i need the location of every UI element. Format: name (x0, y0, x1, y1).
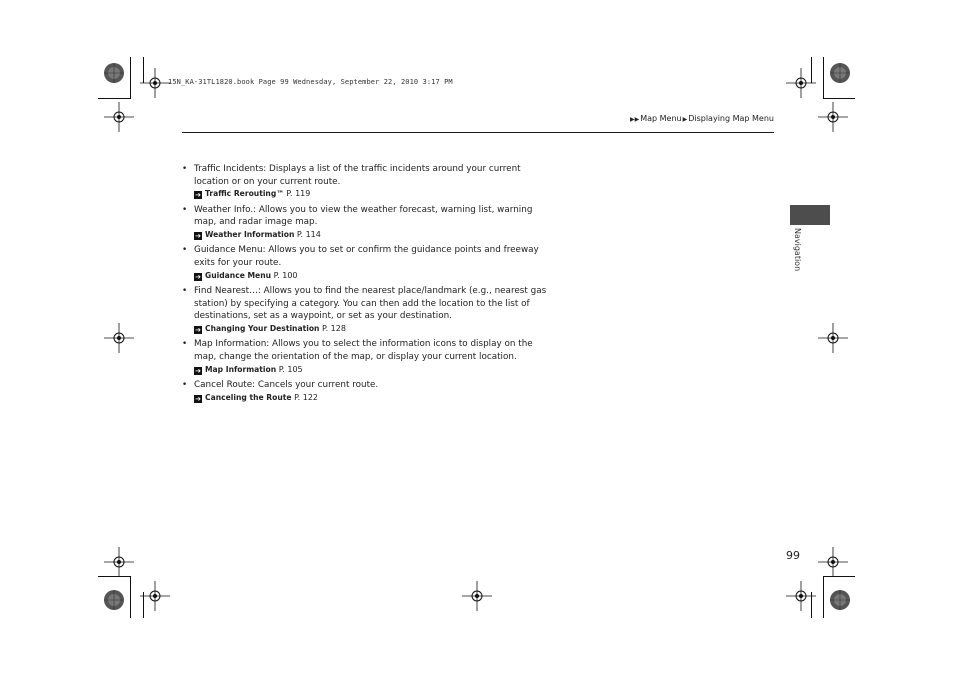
cross-reference[interactable] (194, 229, 554, 241)
registration-mark-icon (818, 547, 848, 577)
xref-page: P. 119 (283, 189, 311, 199)
xref-title[interactable]: Changing Your Destination (205, 323, 320, 333)
registration-mark-icon (786, 68, 816, 98)
xref-title[interactable]: Traffic Rerouting™ (205, 189, 284, 199)
item-term: Cancel Route: (194, 380, 256, 391)
item-description: Allows you to find the nearest place/landmark (e.g., nearest gas station) by specifying a category. You can then add the location to the list of destinations, set as a waypoint, or set as your destination. (194, 286, 547, 322)
list-item (182, 379, 554, 404)
registration-mark-icon (140, 68, 170, 98)
item-description: Cancels your current route. (255, 380, 379, 391)
arrow-ref-icon: ➔ (195, 231, 201, 240)
xref-title[interactable]: Map Information (205, 364, 277, 374)
list-item (182, 244, 554, 281)
star-target-icon (829, 589, 851, 611)
xref-title[interactable]: Canceling the Route (205, 392, 292, 402)
cross-reference[interactable] (194, 392, 554, 404)
breadcrumb-arrows-icon: ▶▶ (629, 116, 640, 123)
breadcrumb-separator-icon: ▶ (682, 116, 688, 123)
breadcrumb-section: Map Menu (640, 114, 682, 123)
item-description: Allows you to select the information icons to display on the map, change the orientation of the map, or display your current location. (194, 339, 533, 362)
registration-mark-icon (104, 547, 134, 577)
page-number: 99 (786, 549, 800, 562)
bullet: • (182, 245, 188, 256)
xref-title[interactable]: Guidance Menu (205, 270, 272, 280)
item-text (194, 244, 554, 269)
xref-page: P. 122 (291, 392, 319, 402)
registration-mark-icon (786, 581, 816, 611)
bullet: • (182, 204, 188, 215)
item-term: Map Information: (194, 339, 270, 350)
cross-reference[interactable] (194, 188, 554, 200)
bullet: • (182, 380, 188, 391)
registration-mark-icon (818, 323, 848, 353)
xref-title[interactable]: Weather Information (205, 229, 295, 239)
cross-reference[interactable] (194, 323, 554, 335)
list-item (182, 285, 554, 335)
registration-mark-icon (140, 581, 170, 611)
item-text (194, 204, 554, 229)
registration-mark-icon (104, 323, 134, 353)
header-rule (182, 132, 774, 133)
list-item (182, 163, 554, 200)
arrow-ref-icon: ➔ (195, 325, 201, 334)
registration-mark-icon (818, 102, 848, 132)
item-text (194, 338, 554, 363)
xref-page: P. 114 (294, 229, 321, 239)
bullet: • (182, 164, 188, 174)
item-term: Traffic Incidents: (194, 164, 267, 174)
star-target-icon (829, 62, 851, 84)
item-text (194, 379, 554, 392)
xref-page: P. 105 (276, 364, 303, 374)
item-text (194, 285, 554, 323)
item-description: Allows you to view the weather forecast, warning list, warning map, and radar image map. (194, 204, 533, 228)
list-item (182, 338, 554, 375)
bullet: • (182, 339, 188, 350)
star-target-icon (103, 62, 125, 84)
arrow-ref-icon: ➔ (195, 191, 201, 200)
print-header: 15N_KA-31TL1820.book Page 99 Wednesday, September 22, 2010 3:17 PM (168, 78, 453, 86)
xref-page: P. 100 (271, 270, 298, 280)
cross-reference[interactable] (194, 364, 554, 376)
cross-reference[interactable] (194, 270, 554, 282)
item-term: Find Nearest…: (194, 286, 261, 297)
xref-page: P. 128 (319, 323, 346, 333)
star-target-icon (103, 589, 125, 611)
breadcrumb (629, 114, 774, 123)
registration-mark-icon (462, 581, 492, 611)
registration-mark-icon (104, 102, 134, 132)
section-tab-label: Navigation (793, 228, 802, 272)
registration-mark-icon (104, 56, 105, 57)
item-term: Guidance Menu: (194, 245, 266, 256)
arrow-ref-icon: ➔ (195, 394, 201, 403)
breadcrumb-subsection: Displaying Map Menu (688, 114, 774, 123)
item-text (194, 163, 554, 188)
arrow-ref-icon: ➔ (195, 272, 201, 281)
menu-item-list (182, 163, 554, 407)
section-tab (790, 205, 830, 225)
list-item (182, 204, 554, 241)
item-term: Weather Info.: (194, 204, 257, 215)
arrow-ref-icon: ➔ (195, 366, 201, 375)
bullet: • (182, 286, 188, 297)
item-description: Allows you to set or confirm the guidance points and freeway exits for your route. (194, 245, 539, 268)
item-description: Displays a list of the traffic incidents around your current location or on your current route. (194, 164, 521, 187)
